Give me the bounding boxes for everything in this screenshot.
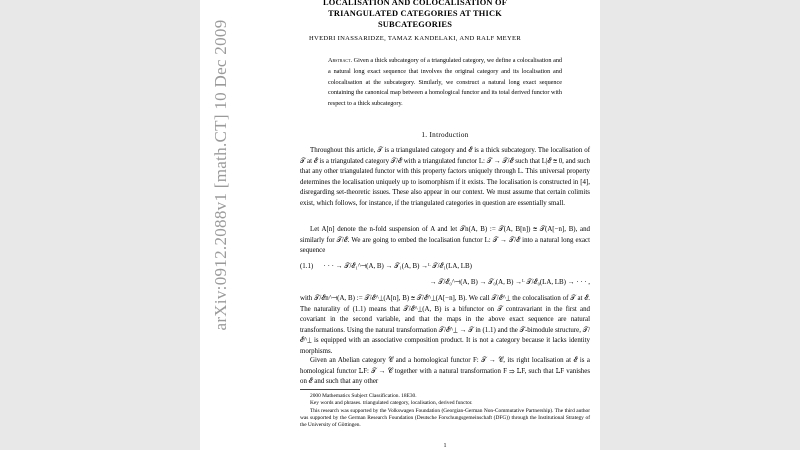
- right-letterbox: [600, 0, 800, 450]
- footnote-msc: 2000 Mathematics Subject Classification. 18E30.: [310, 393, 417, 399]
- equation-line-1-text: · · · → 𝒯/ℰ₁^⊣(A, B) → 𝒯₁(A, B) →ᴸ 𝒯/ℰ₁(LA, LB): [323, 263, 472, 270]
- intro-paragraph-1: Throughout this article, 𝒯 is a triangulated category and ℰ is a thick subcategory. The localisation of 𝒯 at ℰ is a triangulated category 𝒯/ℰ with a triangulated functor L: 𝒯 → 𝒯/ℰ such that L|ℰ ≅ 0, and such that any other triangulated functor with this property factors uniquely through L. This universal property determines the localisation uniquely up to isomorphism if it exists. The localisation is constructed in [4], disregarding set-theoretic issues. These also appear in our context. We must assume that certain colimits exist, which follows, for instance, if the triangulated categories in question are essentially small.: [300, 147, 590, 207]
- page-number: 1: [443, 443, 447, 449]
- arxiv-stamp: [204, 19, 238, 331]
- abstract: [328, 56, 562, 110]
- equation-line-1: [300, 262, 590, 273]
- paper-authors: HVEDRI INASSARIDZE, TAMAZ KANDELAKI, AND RALF MEYER: [308, 35, 522, 42]
- arxiv-stamp-text: arXiv:0912.2088v1 [math.CT] 10 Dec 2009: [211, 19, 230, 331]
- paper-title: LOCALISATION AND COLOCALISATION OF TRIANGULATED CATEGORIES AT THICK SUBCATEGORIES: [322, 0, 508, 29]
- footnote-rule: [300, 389, 360, 390]
- equation-label: (1.1): [300, 263, 314, 270]
- left-letterbox: [0, 0, 200, 450]
- intro-paragraph-3: with 𝒯/ℰn^⊣(A, B) := 𝒯/ℰ^⊥(A[n], B) ≅ 𝒯/ℰ^⊥(A[−n], B). We call 𝒯/ℰ^⊥ the colocalisation of 𝒯 at ℰ. The naturality of (1.1) means that 𝒯/ℰ^⊥(A, B) is a bifunctor on 𝒯 contravariant in the first and covariant in the second variable, and that the maps in the above exact sequence are natural transformations. Using the natural transformation 𝒯/ℰ^⊥ → 𝒯 in (1.1) and the 𝒯-bimodule structure, 𝒯/ℰ^⊥ is equipped with an associative composition product. It is not a category because it lacks identity morphisms.: [300, 295, 590, 355]
- equation-line-2: → 𝒯/ℰ₀^⊣(A, B) → 𝒯₀(A, B) →ᴸ 𝒯/ℰ₀(LA, LB) → · · · ,: [429, 279, 590, 286]
- footnotes: [300, 393, 590, 429]
- abstract-text: Given a thick subcategory of a triangulated category, we define a colocalisation and a natural long exact sequence that involves the original category and its localisation and colocalisation at the subcategory. Similarly, we construct a natural long exact sequence containing the canonical map between a homological functor and its total derived functor with respect to a thick subcategory.: [328, 57, 563, 108]
- abstract-label: Abstract.: [328, 57, 353, 64]
- footnote-funding: This research was supported by the Volkswagen Foundation (Georgian-German Non-Commutative Partnership). The third author was supported by the German Research Foundation (Deutsche Forschungsgemeinschaft (DFG)) through the Institutional Strategy of the University of Göttingen.: [300, 407, 590, 429]
- section-heading: 1. Introduction: [421, 131, 469, 139]
- intro-paragraph-4: Given an Abelian category 𝒞 and a homological functor F: 𝒯 → 𝒞, its right localisation at ℰ is a homological functor 𝕃F: 𝒯 → 𝒞 together with a natural transformation F ⇒ 𝕃F, such that 𝕃F vanishes on ℰ and such that any other: [300, 357, 590, 386]
- footnote-keywords: Key words and phrases. triangulated category, localisation, derived functor.: [310, 400, 473, 407]
- intro-paragraph-2: Let A[n] denote the n-fold suspension of A and let 𝒯n(A, B) := 𝒯(A, B[n]) ≅ 𝒯(A[−n], B), and similarly for 𝒯/ℰ. We are going to embed the localisation functor L: 𝒯 → 𝒯/ℰ into a natural long exact sequence: [300, 226, 590, 255]
